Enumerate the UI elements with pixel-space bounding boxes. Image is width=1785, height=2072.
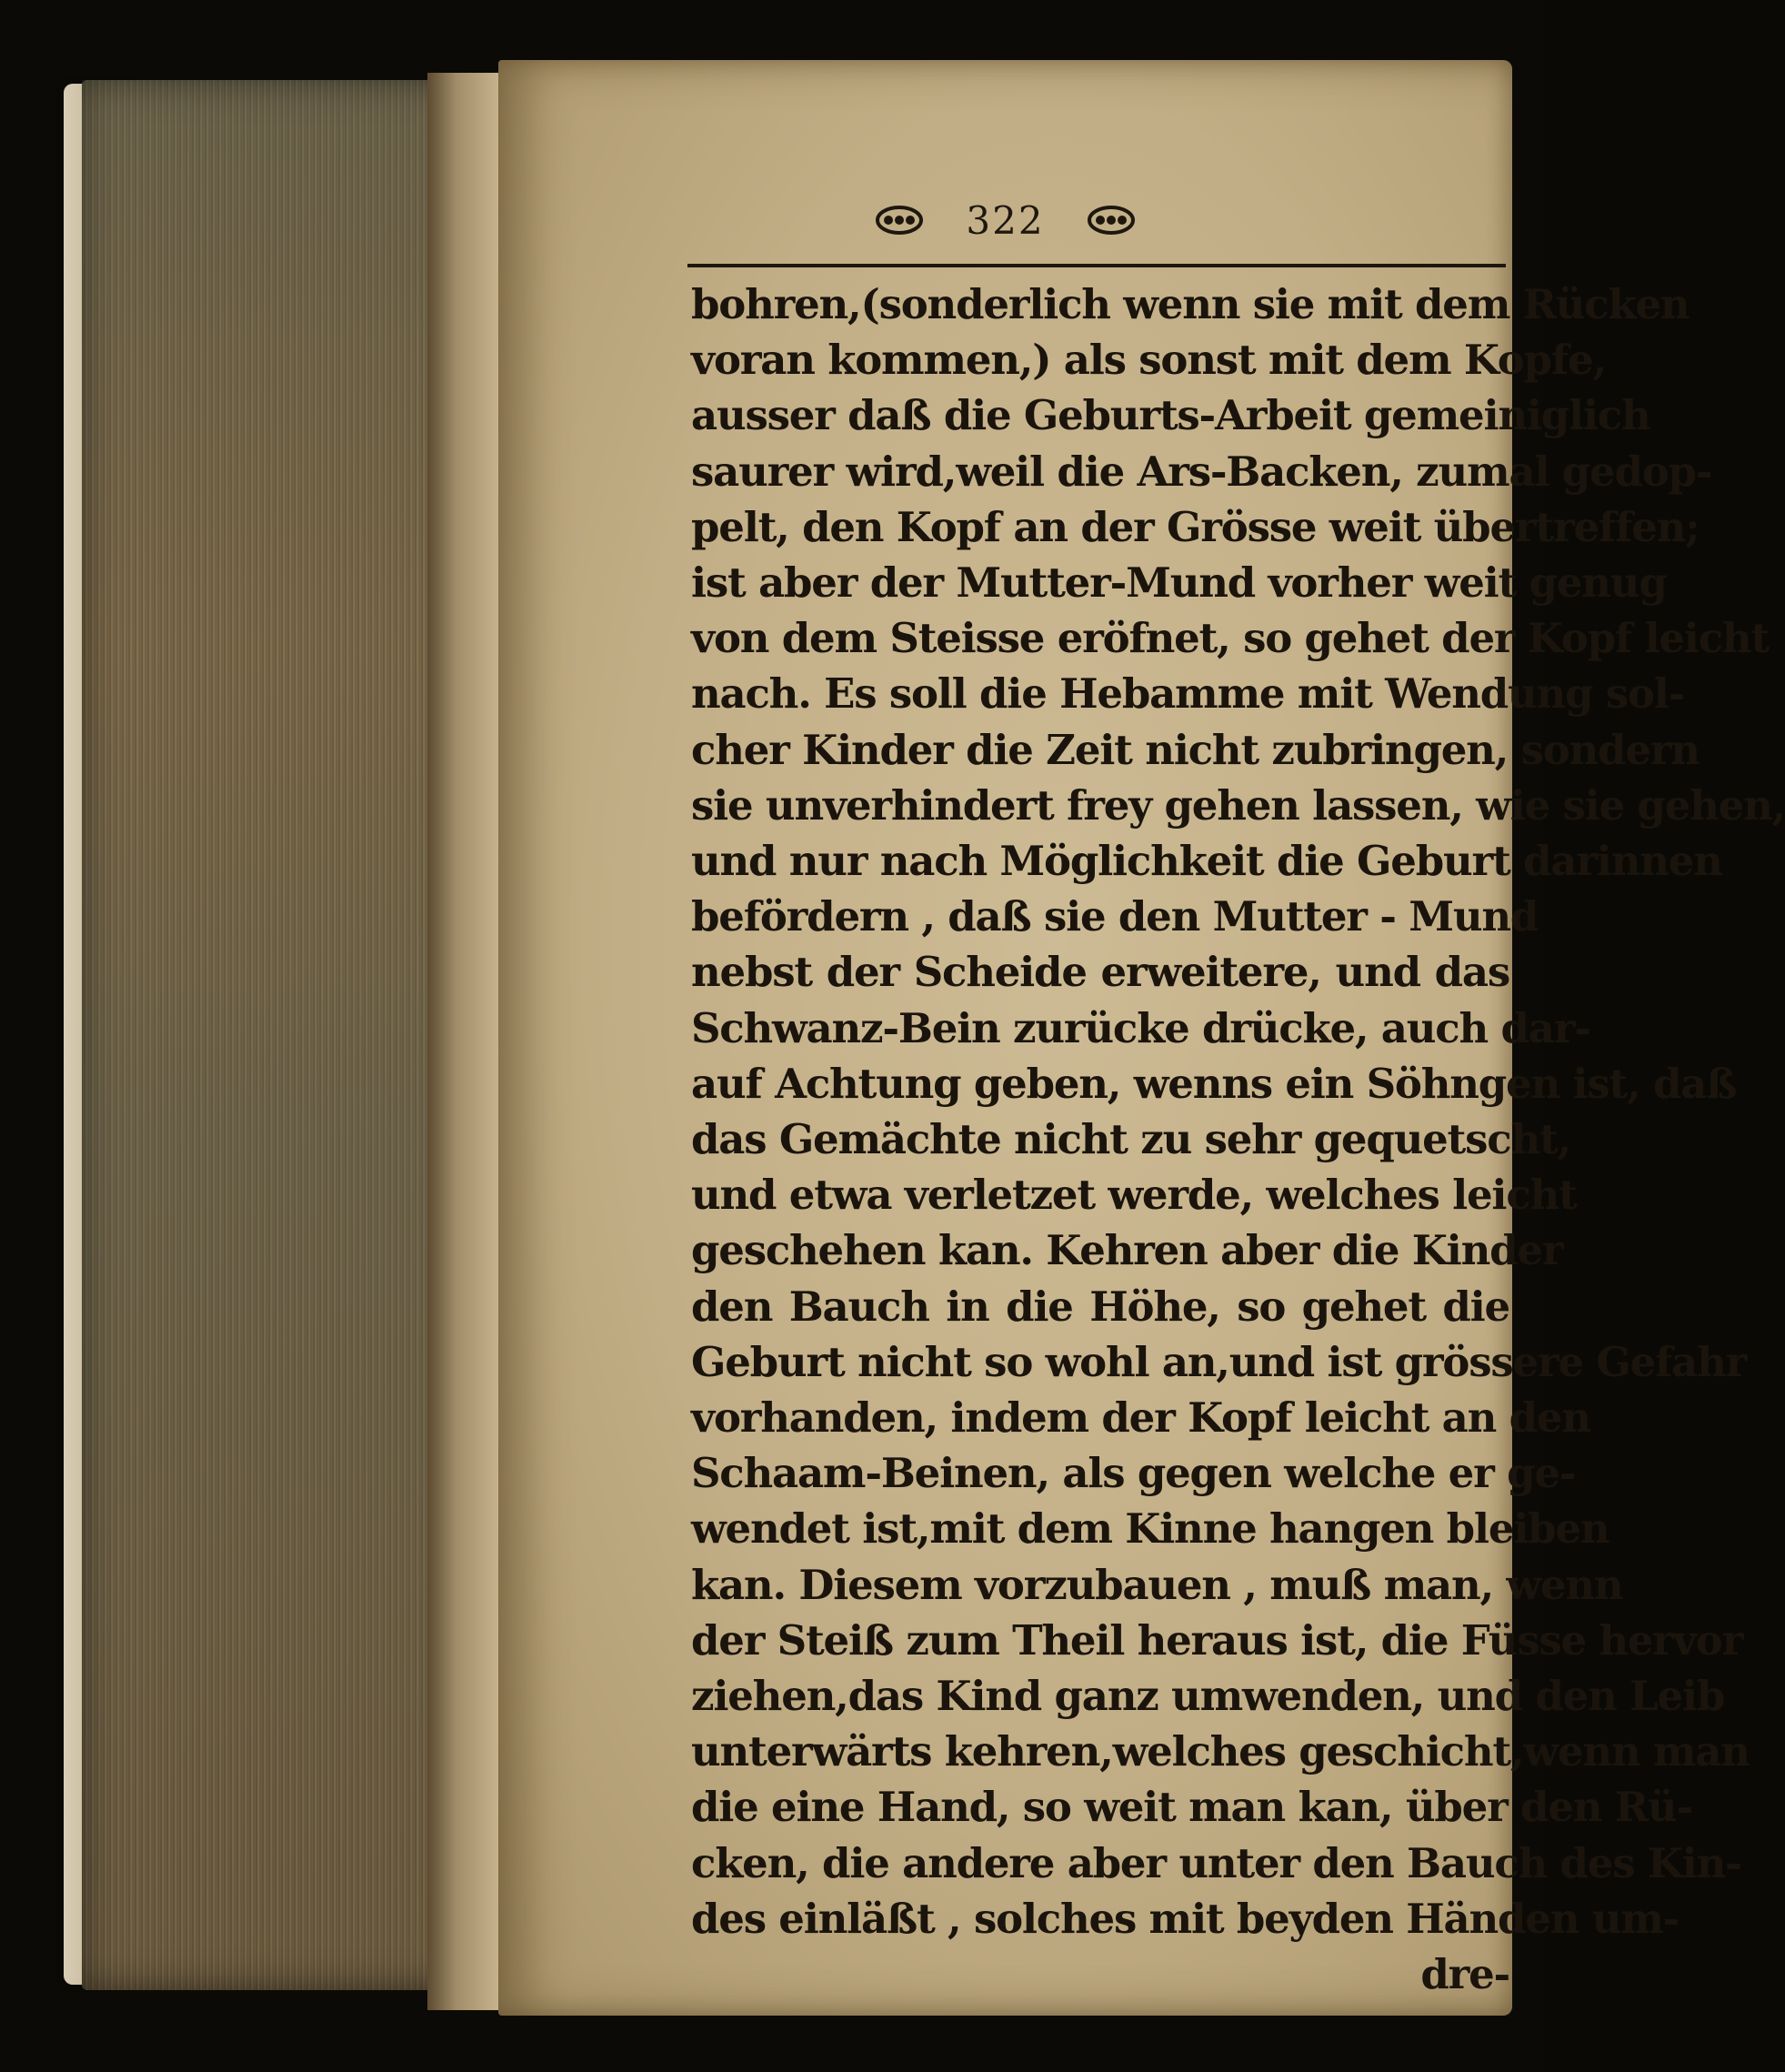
- text-line: unterwärts kehren,welches geschicht,wenn man: [691, 1727, 1750, 1776]
- body-text: [691, 277, 1785, 2002]
- text-line: Schaam-Beinen, als gegen welche er ge-: [691, 1449, 1576, 1498]
- page-header: [498, 195, 1512, 243]
- text-line: die eine Hand, so weit man kan, über den Rü-: [691, 1783, 1692, 1832]
- header-rule: [687, 264, 1506, 267]
- text-line: und etwa verletzet werde, welches leicht: [691, 1171, 1577, 1220]
- text-line: ist aber der Mutter-Mund vorher weit genug: [691, 558, 1667, 608]
- text-line: sie unverhindert frey gehen lassen, wie sie gehen,: [691, 780, 1785, 830]
- text-line: kan. Diesem vorzubauen , muß man, wenn: [691, 1560, 1623, 1609]
- text-line: das Gemächte nicht zu sehr gequetscht,: [691, 1115, 1571, 1164]
- text-line: des einläßt , solches mit beyden Händen um-: [691, 1894, 1680, 1943]
- text-line: cken, die andere aber unter den Bauch des Kin-: [691, 1838, 1741, 1887]
- text-line: wendet ist,mit dem Kinne hangen bleiben: [691, 1504, 1610, 1554]
- text-line: geschehen kan. Kehren aber die Kinder: [691, 1226, 1563, 1275]
- text-line: cher Kinder die Zeit nicht zubringen, sondern: [691, 725, 1700, 774]
- text-line: den Bauch in die Höhe, so gehet die: [691, 1282, 1509, 1331]
- text-line: der Steiß zum Theil heraus ist, die Füsse hervor: [691, 1615, 1743, 1665]
- gutter-page: [427, 73, 500, 2010]
- text-line: ausser daß die Geburts-Arbeit gemeiniglich: [691, 391, 1650, 440]
- text-line: vorhanden, indem der Kopf leicht an den: [691, 1393, 1590, 1443]
- text-line: von dem Steisse eröfnet, so gehet der Kopf leicht: [691, 614, 1770, 663]
- text-line: Schwanz-Bein zurücke drücke, auch dar-: [691, 1003, 1590, 1052]
- text-line: und nur nach Möglichkeit die Geburt darinnen: [691, 837, 1722, 886]
- text-line: nach. Es soll die Hebamme mit Wendung sol-: [691, 669, 1685, 719]
- text-line: ziehen,das Kind ganz umwenden, und den Leib: [691, 1672, 1725, 1721]
- text-line: auf Achtung geben, wenns ein Söhngen ist, daß: [691, 1059, 1737, 1108]
- text-line: pelt, den Kopf an der Grösse weit übertreffen;: [691, 502, 1700, 551]
- text-line: nebst der Scheide erweitere, und das: [691, 948, 1509, 997]
- text-line: Geburt nicht so wohl an,und ist grössere Gefahr: [691, 1337, 1747, 1386]
- right-ornament-icon: [1086, 202, 1137, 238]
- text-line: bohren,(sonderlich wenn sie mit dem Rücken: [691, 280, 1690, 328]
- text-line: voran kommen,) als sonst mit dem Kopfe,: [691, 336, 1606, 385]
- catchword: dre-: [1420, 1950, 1509, 1999]
- book-page: [498, 60, 1785, 2016]
- text-line: befördern , daß sie den Mutter - Mund: [691, 892, 1539, 941]
- left-ornament-icon: [874, 202, 925, 238]
- page-number: 322: [966, 197, 1045, 243]
- text-line: saurer wird,weil die Ars-Backen, zumal gedop-: [691, 447, 1712, 496]
- book-page-edges: [82, 80, 464, 1990]
